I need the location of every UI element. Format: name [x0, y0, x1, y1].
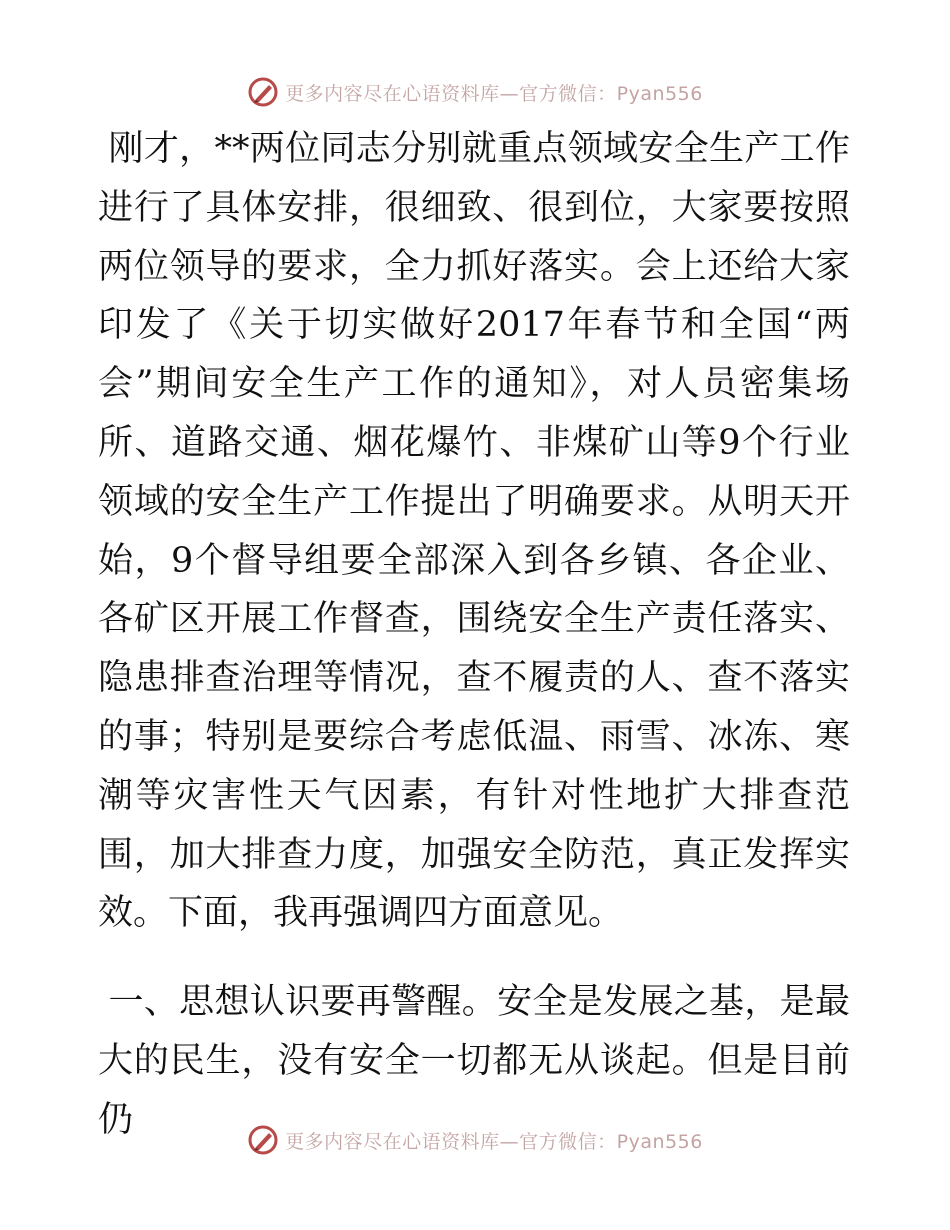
watermark-text: 更多内容尽在心语资料库—官方微信：Pyan556 [285, 1130, 703, 1153]
document-body [98, 120, 850, 1150]
paragraph: 一、思想认识要再警醒。安全是发展之基，是最大的民生，没有安全一切都无从谈起。但是目前仍 [98, 982, 850, 1140]
watermark-text: 更多内容尽在心语资料库—官方微信：Pyan556 [285, 82, 703, 105]
footer-watermark [0, 1120, 950, 1160]
pen-logo-icon [247, 76, 279, 108]
pen-logo-icon [247, 1124, 279, 1156]
paragraph: 刚才，**两位同志分别就重点领域安全生产工作进行了具体安排，很细致、很到位，大家要按照两位领导的要求，全力抓好落实。会上还给大家印发了《关于切实做好2017年春节和全国“两会”期间安全生产工作的通知》，对人员密集场所、道路交通、烟花爆竹、非煤矿山等9个行业领域的安全生产工作提出了明确要求。从明天开始，9个督导组要全部深入到各乡镇、各企业、各矿区开展工作督查，围绕安全生产责任落实、隐患排查治理等情况，查不履责的人、查不落实的事；特别是要综合考虑低温、雨雪、冰冻、寒潮等灾害性天气因素，有针对性地扩大排查范围，加大排查力度，加强安全防范，真正发挥实效。下面，我再强调四方面意见。 [98, 129, 850, 934]
header-watermark [0, 72, 950, 112]
